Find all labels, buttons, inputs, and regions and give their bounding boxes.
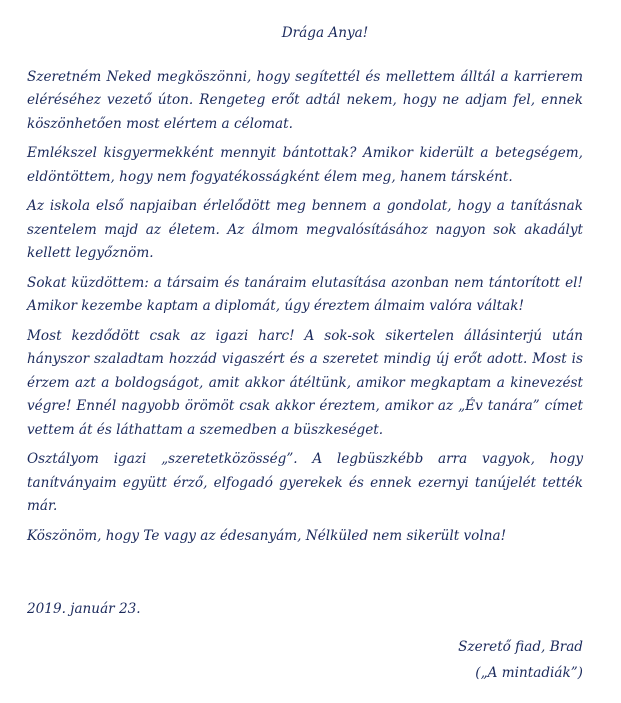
letter-paragraph-4: Sokat küzdöttem: a társaim és tanáraim elutasítása azonban nem tántorított el! Amikor kezembe kaptam a diplomát, úgy éreztem álmaim valóra váltak!: [27, 274, 583, 314]
letter-greeting: Drága Anya!: [281, 25, 369, 41]
letter-paragraph-7: Köszönöm, hogy Te vagy az édesanyám, Nélküled nem sikerült volna!: [27, 527, 507, 544]
letter-body: [27, 22, 583, 686]
letter-paragraph-3: Az iskola első napjaiban érlelődött meg bennem a gondolat, hogy a tanításnak szentelem majd az életem. Az álmom megvalósításához nagyon sok akadályt kellett legyőznöm.: [27, 198, 583, 261]
letter-paragraph-5: Most kezdődött csak az igazi harc! A sok-sok sikertelen állásinterjú után hányszor szaladtam hozzád vigaszért és a szeretet mindig új erőt adott. Most is érzem azt a boldogságot, amit akkor átéltünk, amikor megkaptam a kinevezést végre! Ennél nagyobb örömöt csak akkor éreztem, amikor az „Év tanára” címet vettem át és láthattam a szemedben a büszkeséget.: [27, 327, 583, 438]
letter-paragraph-1: Szeretném Neked megköszönni, hogy segítettél és mellettem álltál a karrierem eléréséhez vezető úton. Rengeteg erőt adtál nekem, hogy ne adjam fel, ennek köszönhetően most elértem a célomat.: [27, 68, 583, 132]
letter-date: 2019. január 23.: [27, 601, 141, 617]
letter-paragraph-6: Osztályom igazi „szeretetközösség”. A legbüszkébb arra vagyok, hogy tanítványaim együtt érző, elfogadó gyerekek és ennek ezernyi tanújelét tették már.: [27, 451, 583, 514]
letter-signature: Szerető fiad, Brad: [458, 638, 583, 655]
letter-signature-nickname: („A mintadiák”): [475, 664, 583, 681]
letter-paragraph-2: Emlékszel kisgyermekként mennyit bántottak? Amikor kiderült a betegségem, eldöntöttem, hogy nem fogyatékosságként élem meg, hanem társként.: [27, 145, 583, 185]
